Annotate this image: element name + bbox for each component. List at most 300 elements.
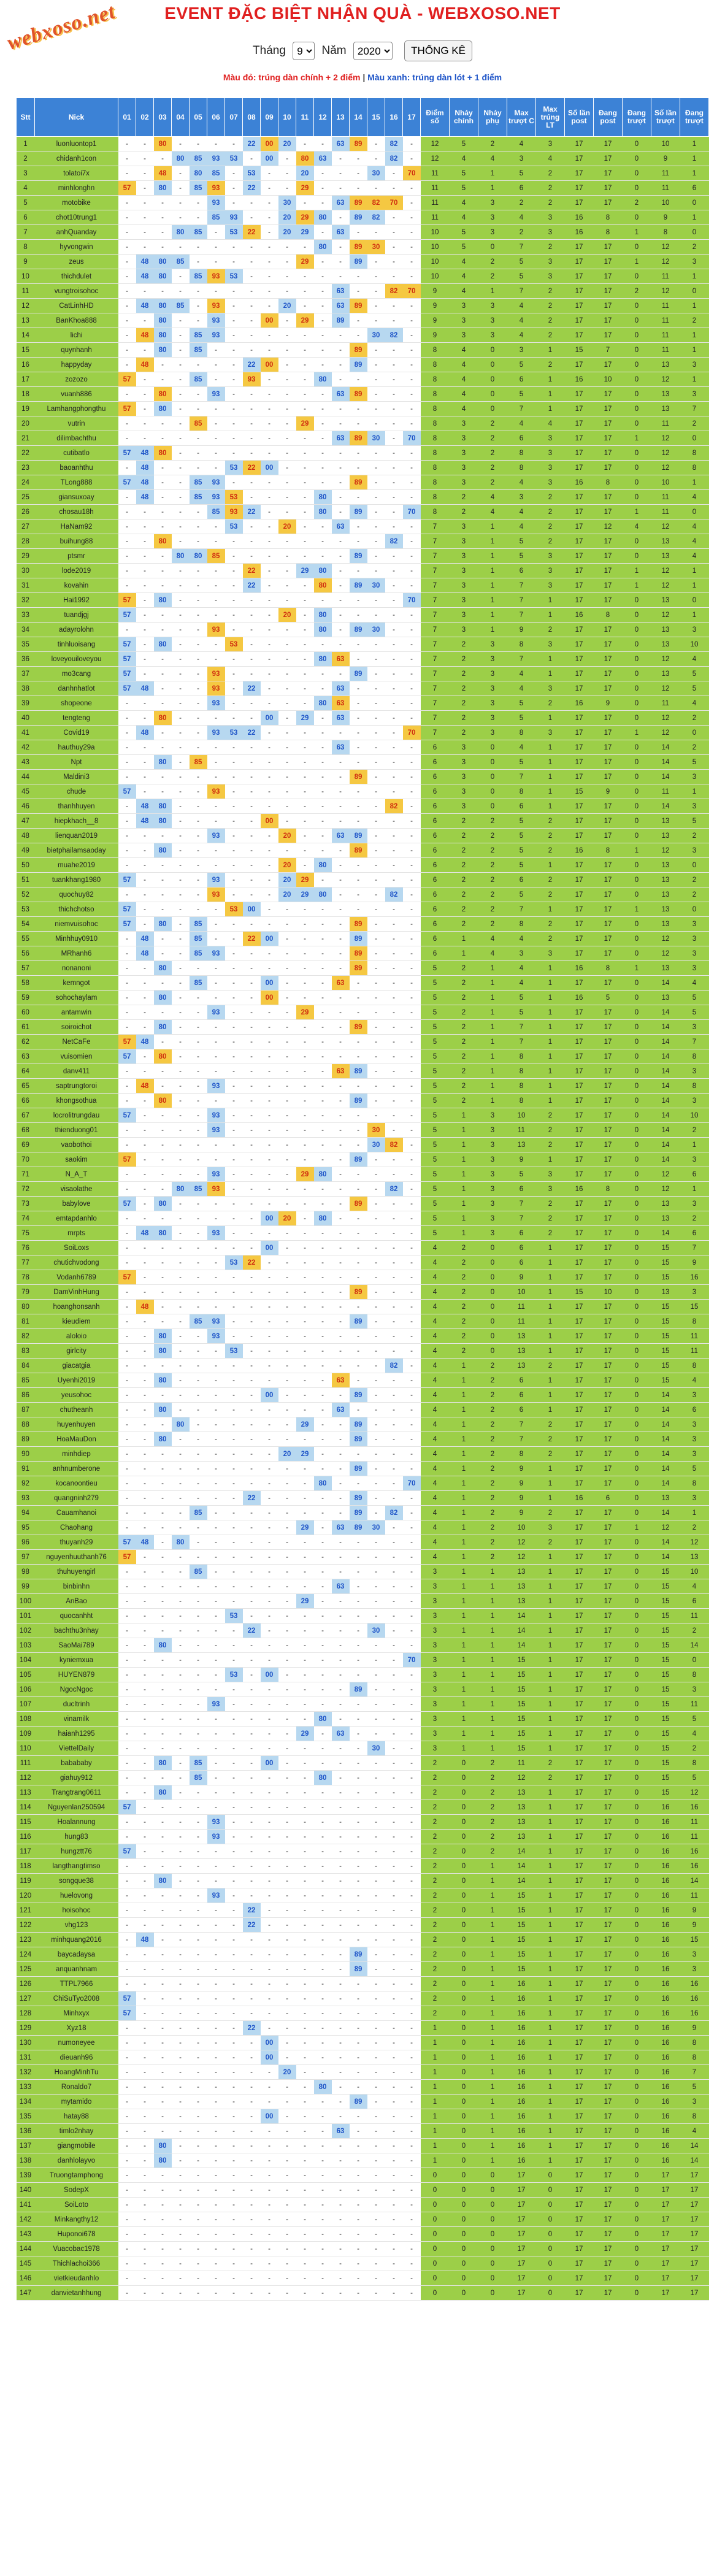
- day-cell-main-hit: 53: [225, 902, 243, 917]
- day-cell-empty: -: [118, 343, 136, 358]
- day-cell-empty: -: [190, 1830, 207, 1844]
- day-cell-empty: -: [190, 726, 207, 740]
- day-cell-empty: -: [385, 358, 403, 372]
- day-cell-empty: -: [296, 1388, 314, 1403]
- row-stat: 7: [421, 711, 450, 726]
- day-cell-empty: -: [385, 1947, 403, 1962]
- row-stt: 130: [17, 2036, 35, 2050]
- day-cell-empty: -: [190, 1064, 207, 1079]
- row-nick: kyniemxua: [35, 1653, 118, 1668]
- day-cell-main-hit: 53: [225, 490, 243, 505]
- day-cell-empty: -: [385, 1535, 403, 1550]
- day-cell-empty: -: [296, 2271, 314, 2286]
- day-cell-empty: -: [207, 1152, 225, 1167]
- day-cell-sub-hit: 89: [350, 255, 367, 269]
- row-stat: 17: [594, 1432, 623, 1447]
- day-cell-empty: -: [385, 1094, 403, 1108]
- row-stat: 1: [450, 1182, 478, 1197]
- day-cell-empty: -: [243, 151, 261, 166]
- row-stat: 0: [623, 1771, 651, 1785]
- row-stat: 3: [450, 755, 478, 770]
- row-stat: 12: [507, 1550, 536, 1565]
- row-stat: 0: [623, 917, 651, 932]
- day-cell-empty: -: [243, 829, 261, 843]
- day-cell-empty: -: [403, 2080, 421, 2095]
- day-cell-empty: -: [136, 2153, 154, 2168]
- row-stat: 17: [594, 2139, 623, 2153]
- day-cell-main-hit: 85: [190, 416, 207, 431]
- row-stat: 17: [565, 1520, 594, 1535]
- day-cell-empty: -: [403, 2198, 421, 2212]
- day-cell-sub-hit: 57: [118, 784, 136, 799]
- day-cell-empty: -: [314, 2153, 332, 2168]
- day-cell-sub-hit: 57: [118, 1800, 136, 1815]
- row-stat: 15: [565, 1285, 594, 1300]
- day-cell-empty: -: [350, 1255, 367, 1270]
- row-stat: 1: [680, 1182, 709, 1197]
- row-stat: 7: [594, 343, 623, 358]
- day-cell-empty: -: [190, 1903, 207, 1918]
- row-nick: ptsmr: [35, 549, 118, 564]
- day-cell-empty: -: [296, 1079, 314, 1094]
- day-cell-empty: -: [207, 343, 225, 358]
- day-cell-empty: -: [296, 2036, 314, 2050]
- day-cell-empty: -: [136, 2095, 154, 2109]
- row-stat: 17: [594, 358, 623, 372]
- row-stat: 12: [421, 137, 450, 151]
- row-stat: 17: [565, 1108, 594, 1123]
- row-stat: 0: [623, 475, 651, 490]
- day-cell-empty: -: [332, 608, 350, 623]
- day-cell-empty: -: [385, 858, 403, 873]
- day-cell-empty: -: [190, 1197, 207, 1211]
- day-cell-empty: -: [154, 1962, 172, 1977]
- row-stat: 0: [623, 2168, 651, 2183]
- row-stat: 4: [507, 519, 536, 534]
- day-cell-empty: -: [296, 431, 314, 446]
- day-cell-empty: -: [207, 1977, 225, 1991]
- day-cell-main-hit: 22: [243, 225, 261, 240]
- day-cell-empty: -: [367, 961, 385, 976]
- day-cell-empty: -: [403, 151, 421, 166]
- row-stat: 15: [651, 1682, 680, 1697]
- day-cell-empty: -: [367, 2256, 385, 2271]
- row-stat: 7: [507, 578, 536, 593]
- day-cell-empty: -: [172, 991, 190, 1005]
- row-stat: 5: [421, 1211, 450, 1226]
- day-cell-empty: -: [261, 255, 278, 269]
- row-stat: 15: [651, 1314, 680, 1329]
- day-cell-empty: -: [243, 2006, 261, 2021]
- day-cell-empty: -: [367, 1226, 385, 1241]
- day-cell-empty: -: [207, 991, 225, 1005]
- day-cell-empty: -: [207, 431, 225, 446]
- table-row: [17, 2183, 709, 2198]
- row-stat: 3: [421, 1668, 450, 1682]
- row-stat: 17: [594, 976, 623, 991]
- day-cell-empty: -: [243, 961, 261, 976]
- row-stat: 3: [450, 519, 478, 534]
- day-cell-empty: -: [385, 416, 403, 431]
- day-cell-empty: -: [136, 2006, 154, 2021]
- day-cell-empty: -: [350, 1300, 367, 1314]
- day-cell-empty: -: [118, 1182, 136, 1197]
- day-cell-main-hit: 00: [261, 991, 278, 1005]
- table-row: [17, 1771, 709, 1785]
- day-cell-empty: -: [172, 2036, 190, 2050]
- row-stat: 2: [478, 1756, 507, 1771]
- day-cell-empty: -: [296, 1285, 314, 1300]
- row-stat: 2: [680, 1623, 709, 1638]
- row-stat: 1: [478, 1049, 507, 1064]
- row-stt: 29: [17, 549, 35, 564]
- row-stat: 15: [651, 1300, 680, 1314]
- day-cell-empty: -: [367, 225, 385, 240]
- day-cell-sub-hit: 00: [261, 2050, 278, 2065]
- day-cell-empty: -: [190, 1609, 207, 1623]
- row-stat: 0: [450, 2124, 478, 2139]
- day-cell-main-hit: 89: [350, 917, 367, 932]
- day-cell-main-hit: 63: [332, 1064, 350, 1079]
- day-cell-empty: -: [278, 1035, 296, 1049]
- row-nick: babylove: [35, 1197, 118, 1211]
- row-stt: 136: [17, 2124, 35, 2139]
- row-stat: 17: [594, 1785, 623, 1800]
- day-cell-empty: -: [296, 946, 314, 961]
- day-cell-empty: -: [367, 1241, 385, 1255]
- day-cell-empty: -: [367, 2095, 385, 2109]
- day-cell-sub-hit: 63: [332, 225, 350, 240]
- day-cell-empty: -: [172, 2198, 190, 2212]
- table-row: [17, 313, 709, 328]
- day-cell-empty: -: [243, 2095, 261, 2109]
- row-stat: 17: [594, 2256, 623, 2271]
- day-cell-empty: -: [367, 2065, 385, 2080]
- day-cell-empty: -: [261, 1167, 278, 1182]
- day-cell-empty: -: [136, 608, 154, 623]
- row-stat: 0: [623, 637, 651, 652]
- row-stat: 5: [507, 755, 536, 770]
- table-row: [17, 1432, 709, 1447]
- day-cell-empty: -: [207, 976, 225, 991]
- day-cell-empty: -: [296, 1373, 314, 1388]
- row-stat: 0: [450, 1800, 478, 1815]
- day-cell-empty: -: [403, 2021, 421, 2036]
- day-cell-empty: -: [225, 976, 243, 991]
- row-stat: 4: [507, 681, 536, 696]
- row-stat: 5: [507, 814, 536, 829]
- day-cell-main-hit: 29: [296, 1005, 314, 1020]
- day-cell-sub-hit: 57: [118, 637, 136, 652]
- day-cell-empty: -: [172, 196, 190, 210]
- row-stt: 140: [17, 2183, 35, 2198]
- day-cell-empty: -: [172, 1079, 190, 1094]
- row-stat: 17: [565, 799, 594, 814]
- row-stat: 1: [478, 1712, 507, 1727]
- day-cell-empty: -: [118, 519, 136, 534]
- day-cell-empty: -: [136, 740, 154, 755]
- day-cell-sub-hit: 80: [154, 843, 172, 858]
- row-stat: 2: [421, 1947, 450, 1962]
- day-cell-empty: -: [136, 1859, 154, 1874]
- row-nick: thuyanh29: [35, 1535, 118, 1550]
- row-stat: 0: [478, 2183, 507, 2198]
- row-stat: 1: [536, 1476, 565, 1491]
- day-cell-empty: -: [225, 770, 243, 784]
- row-stat: 6: [507, 873, 536, 887]
- row-stat: 10: [680, 1108, 709, 1123]
- row-stat: 1: [536, 593, 565, 608]
- day-cell-empty: -: [154, 416, 172, 431]
- day-cell-empty: -: [136, 696, 154, 711]
- day-cell-main-hit: 63: [332, 696, 350, 711]
- day-cell-empty: -: [225, 1123, 243, 1138]
- row-stat: 10: [507, 1108, 536, 1123]
- row-stat: 9: [680, 2021, 709, 2036]
- day-cell-empty: -: [243, 1535, 261, 1550]
- row-stat: 0: [623, 2036, 651, 2050]
- day-cell-empty: -: [225, 2109, 243, 2124]
- row-stat: 0: [623, 814, 651, 829]
- row-stat: 10: [594, 372, 623, 387]
- row-stat: 5: [507, 255, 536, 269]
- day-cell-empty: -: [118, 1506, 136, 1520]
- day-cell-empty: -: [172, 1977, 190, 1991]
- day-cell-empty: -: [261, 1903, 278, 1918]
- row-nick: Vuacobac1978: [35, 2242, 118, 2256]
- row-stat: 17: [565, 1933, 594, 1947]
- day-cell-empty: -: [385, 1064, 403, 1079]
- day-cell-empty: -: [314, 1933, 332, 1947]
- day-cell-empty: -: [225, 829, 243, 843]
- day-cell-empty: -: [403, 1314, 421, 1329]
- day-cell-empty: -: [243, 269, 261, 284]
- day-cell-empty: -: [385, 1579, 403, 1594]
- row-stt: 77: [17, 1255, 35, 1270]
- row-nick: langthangtimso: [35, 1859, 118, 1874]
- day-cell-empty: -: [190, 1815, 207, 1830]
- row-stt: 30: [17, 564, 35, 578]
- day-cell-sub-hit: 89: [332, 313, 350, 328]
- year-select[interactable]: [353, 42, 393, 60]
- day-cell-empty: -: [207, 740, 225, 755]
- row-nick: mytamido: [35, 2095, 118, 2109]
- row-stt: 138: [17, 2153, 35, 2168]
- table-row: [17, 2198, 709, 2212]
- day-cell-empty: -: [403, 1830, 421, 1844]
- row-stt: 98: [17, 1565, 35, 1579]
- row-stat: 16: [565, 372, 594, 387]
- row-stat: 5: [421, 1079, 450, 1094]
- header-nick: Nick: [35, 98, 118, 137]
- row-stat: 2: [478, 269, 507, 284]
- day-cell-empty: -: [207, 2095, 225, 2109]
- row-stat: 15: [507, 1741, 536, 1756]
- day-cell-empty: -: [172, 2065, 190, 2080]
- row-stt: 14: [17, 328, 35, 343]
- day-cell-empty: -: [314, 593, 332, 608]
- row-stat: 0: [478, 372, 507, 387]
- table-row: [17, 2006, 709, 2021]
- day-cell-main-hit: 89: [350, 1285, 367, 1300]
- row-stat: 0: [623, 1152, 651, 1167]
- day-cell-empty: -: [367, 652, 385, 667]
- row-stt: 94: [17, 1506, 35, 1520]
- day-cell-sub-hit: 53: [225, 1609, 243, 1623]
- day-cell-empty: -: [172, 2256, 190, 2271]
- row-stat: 17: [680, 2242, 709, 2256]
- day-cell-empty: -: [118, 755, 136, 770]
- day-cell-empty: -: [278, 1094, 296, 1108]
- row-stat: 2: [623, 196, 651, 210]
- day-cell-empty: -: [154, 431, 172, 446]
- day-cell-sub-hit: 89: [350, 1314, 367, 1329]
- day-cell-empty: -: [367, 843, 385, 858]
- row-stat: 17: [594, 1550, 623, 1565]
- day-cell-empty: -: [207, 1211, 225, 1226]
- row-stat: 15: [507, 1727, 536, 1741]
- day-cell-empty: -: [385, 2212, 403, 2227]
- row-stat: 0: [623, 1285, 651, 1300]
- row-stat: 6: [421, 932, 450, 946]
- row-stat: 10: [594, 1285, 623, 1300]
- row-stat: 5: [421, 991, 450, 1005]
- day-cell-empty: -: [190, 1094, 207, 1108]
- day-cell-empty: -: [385, 564, 403, 578]
- row-stat: 0: [623, 1756, 651, 1771]
- day-cell-empty: -: [350, 726, 367, 740]
- day-cell-empty: -: [136, 1182, 154, 1197]
- row-stat: 1: [536, 1094, 565, 1108]
- day-cell-empty: -: [367, 2212, 385, 2227]
- day-cell-empty: -: [403, 1800, 421, 1815]
- row-stat: 2: [536, 490, 565, 505]
- day-cell-empty: -: [332, 1447, 350, 1462]
- day-cell-empty: -: [385, 1771, 403, 1785]
- day-cell-empty: -: [403, 549, 421, 564]
- day-cell-empty: -: [261, 1447, 278, 1462]
- day-cell-empty: -: [261, 1344, 278, 1359]
- table-row: [17, 1094, 709, 1108]
- day-cell-empty: -: [136, 1991, 154, 2006]
- day-cell-empty: -: [367, 343, 385, 358]
- day-cell-empty: -: [118, 1226, 136, 1241]
- row-stat: 1: [478, 284, 507, 299]
- day-cell-sub-hit: 80: [154, 269, 172, 284]
- day-cell-empty: -: [225, 1741, 243, 1756]
- table-row: [17, 1285, 709, 1300]
- day-cell-empty: -: [118, 196, 136, 210]
- day-cell-empty: -: [190, 873, 207, 887]
- row-stat: 3: [680, 961, 709, 976]
- row-stat: 5: [450, 240, 478, 255]
- submit-button[interactable]: THỐNG KÊ: [404, 40, 472, 61]
- row-stat: 2: [421, 1800, 450, 1815]
- day-cell-empty: -: [367, 1462, 385, 1476]
- day-cell-empty: -: [136, 1094, 154, 1108]
- day-cell-empty: -: [261, 225, 278, 240]
- day-cell-empty: -: [118, 1432, 136, 1447]
- table-row: [17, 2109, 709, 2124]
- day-cell-empty: -: [190, 313, 207, 328]
- day-cell-sub-hit: 22: [243, 1918, 261, 1933]
- row-stat: 3: [450, 608, 478, 623]
- day-cell-empty: -: [136, 2050, 154, 2065]
- day-cell-sub-hit: 80: [154, 402, 172, 416]
- day-cell-empty: -: [190, 1697, 207, 1712]
- day-cell-empty: -: [207, 2065, 225, 2080]
- month-select[interactable]: [293, 42, 315, 60]
- day-cell-empty: -: [403, 1329, 421, 1344]
- day-cell-sub-hit: 00: [261, 461, 278, 475]
- day-cell-empty: -: [261, 887, 278, 902]
- day-cell-empty: -: [225, 593, 243, 608]
- day-cell-empty: -: [225, 313, 243, 328]
- day-cell-sub-hit: 80: [154, 181, 172, 196]
- row-stat: 12: [651, 564, 680, 578]
- day-cell-empty: -: [225, 1049, 243, 1064]
- day-cell-empty: -: [207, 1417, 225, 1432]
- row-stat: 2: [421, 1815, 450, 1830]
- row-stat: 3: [680, 1152, 709, 1167]
- day-cell-empty: -: [367, 1152, 385, 1167]
- day-cell-empty: -: [154, 1270, 172, 1285]
- day-cell-empty: -: [261, 1329, 278, 1344]
- row-stat: 17: [565, 1255, 594, 1270]
- day-cell-empty: -: [278, 1255, 296, 1270]
- day-cell-empty: -: [403, 1197, 421, 1211]
- row-stat: 3: [680, 932, 709, 946]
- table-row: [17, 549, 709, 564]
- day-cell-empty: -: [190, 1962, 207, 1977]
- day-cell-empty: -: [136, 858, 154, 873]
- day-cell-empty: -: [403, 784, 421, 799]
- day-cell-empty: -: [385, 1197, 403, 1211]
- day-cell-empty: -: [296, 1403, 314, 1417]
- day-cell-empty: -: [154, 1138, 172, 1152]
- day-cell-empty: -: [172, 2212, 190, 2227]
- day-cell-empty: -: [278, 784, 296, 799]
- row-stat: 2: [536, 358, 565, 372]
- day-cell-empty: -: [403, 1756, 421, 1771]
- day-cell-empty: -: [278, 917, 296, 932]
- row-stat: 17: [651, 2198, 680, 2212]
- day-cell-empty: -: [350, 991, 367, 1005]
- row-nick: haianh1295: [35, 1727, 118, 1741]
- row-stat: 17: [565, 1771, 594, 1785]
- day-cell-empty: -: [136, 1903, 154, 1918]
- row-stat: 15: [651, 1609, 680, 1623]
- day-cell-empty: -: [385, 269, 403, 284]
- row-stat: 17: [594, 887, 623, 902]
- day-cell-empty: -: [154, 2256, 172, 2271]
- row-stat: 17: [594, 946, 623, 961]
- day-cell-empty: -: [296, 858, 314, 873]
- day-cell-empty: -: [225, 1226, 243, 1241]
- day-cell-empty: -: [385, 1830, 403, 1844]
- row-stat: 3: [680, 1094, 709, 1108]
- row-stat: 2: [421, 1785, 450, 1800]
- day-cell-empty: -: [136, 1520, 154, 1535]
- day-cell-empty: -: [367, 534, 385, 549]
- day-cell-empty: -: [243, 843, 261, 858]
- row-stat: 4: [680, 2124, 709, 2139]
- day-cell-empty: -: [225, 991, 243, 1005]
- day-cell-empty: -: [403, 1359, 421, 1373]
- day-cell-empty: -: [190, 534, 207, 549]
- day-cell-sub-hit: 53: [225, 1668, 243, 1682]
- day-cell-empty: -: [403, 1888, 421, 1903]
